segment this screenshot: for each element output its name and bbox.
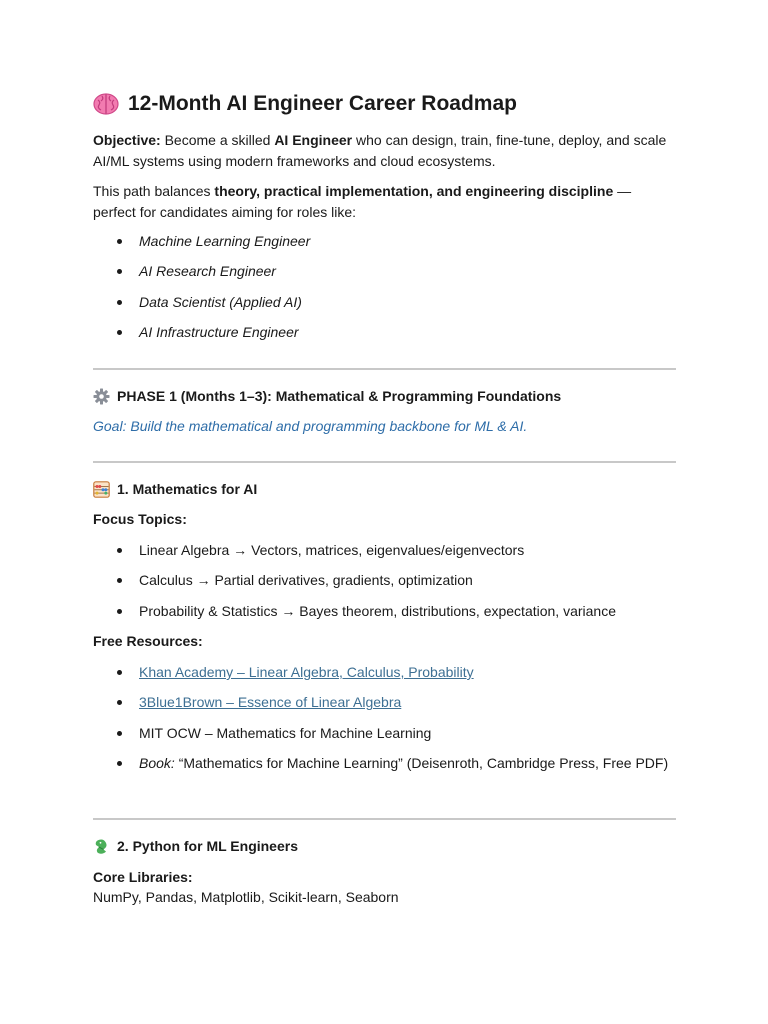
intro-text-pre: This path balances [93, 183, 215, 199]
list-item [93, 723, 676, 753]
gear-icon [93, 388, 110, 405]
focus-topics-label: Focus Topics: [93, 511, 187, 527]
python-icon [93, 838, 110, 855]
math-heading [93, 479, 257, 499]
section-divider [93, 818, 676, 820]
objective-label: Objective: [93, 132, 161, 148]
abacus-icon [93, 481, 110, 498]
3blue1brown-link[interactable]: 3Blue1Brown – Essence of Linear Algebra [139, 694, 402, 711]
objective-text-pre: Become a skilled [160, 132, 275, 148]
book-text: “Mathematics for Machine Learning” (Deisenroth, Cambridge Press, Free PDF) [174, 754, 669, 771]
objective-role: AI Engineer [274, 132, 353, 148]
python-heading [93, 836, 298, 856]
intro-text-post: — perfect for candidates aiming for roles like: [93, 183, 632, 220]
objective-paragraph [93, 130, 676, 171]
section-divider [93, 368, 676, 370]
python-heading-text: 2. Python for ML Engineers [117, 838, 298, 854]
list-item [93, 292, 676, 322]
list-item [93, 322, 676, 352]
intro-emphasis: theory, practical implementation, and engineering discipline [214, 183, 614, 199]
roles-list [93, 231, 676, 352]
topic-text: Linear Algebra → Vectors, matrices, eigenvalues/eigenvectors [139, 542, 525, 558]
role-text: Data Scientist (Applied AI) [139, 293, 302, 310]
list-item [93, 753, 676, 774]
free-resources-label: Free Resources: [93, 633, 203, 649]
list-item [93, 692, 676, 722]
khan-academy-link[interactable]: Khan Academy – Linear Algebra, Calculus, Probability [139, 664, 474, 680]
brain-icon [93, 91, 119, 117]
role-text: Machine Learning Engineer [139, 233, 311, 249]
list-item [93, 601, 676, 631]
list-item [93, 231, 676, 261]
core-libraries-text: NumPy, Pandas, Matplotlib, Scikit-learn, Seaborn [93, 889, 399, 905]
resource-text: MIT OCW – Mathematics for Machine Learning [139, 724, 432, 741]
topic-text: Probability & Statistics → Bayes theorem, distributions, expectation, variance [139, 602, 616, 619]
objective-text-post: who can design, train, fine-tune, deploy, and scale AI/ML systems using modern frameworks and cloud ecosystems. [93, 132, 667, 169]
role-text: AI Research Engineer [139, 263, 276, 280]
book-label: Book: [139, 754, 175, 771]
list-item [93, 540, 676, 570]
resources-list [93, 662, 676, 773]
role-text: AI Infrastructure Engineer [139, 323, 299, 340]
topic-text: Calculus → Partial derivatives, gradients, optimization [139, 572, 473, 589]
list-item [93, 662, 676, 692]
list-item [93, 261, 676, 291]
page-title-text: 12-Month AI Engineer Career Roadmap [128, 92, 517, 115]
phase1-heading-text: PHASE 1 (Months 1–3): Mathematical & Programming Foundations [117, 388, 562, 404]
list-item [93, 570, 676, 600]
core-libraries-label: Core Libraries: [93, 869, 193, 885]
focus-topics-list [93, 540, 676, 631]
intro-paragraph [93, 181, 676, 222]
math-heading-text: 1. Mathematics for AI [117, 481, 258, 497]
phase1-goal: Goal: Build the mathematical and programming backbone for ML & AI. [93, 418, 528, 434]
page-title [93, 88, 517, 120]
section-divider [93, 461, 676, 463]
phase1-heading [93, 386, 561, 406]
